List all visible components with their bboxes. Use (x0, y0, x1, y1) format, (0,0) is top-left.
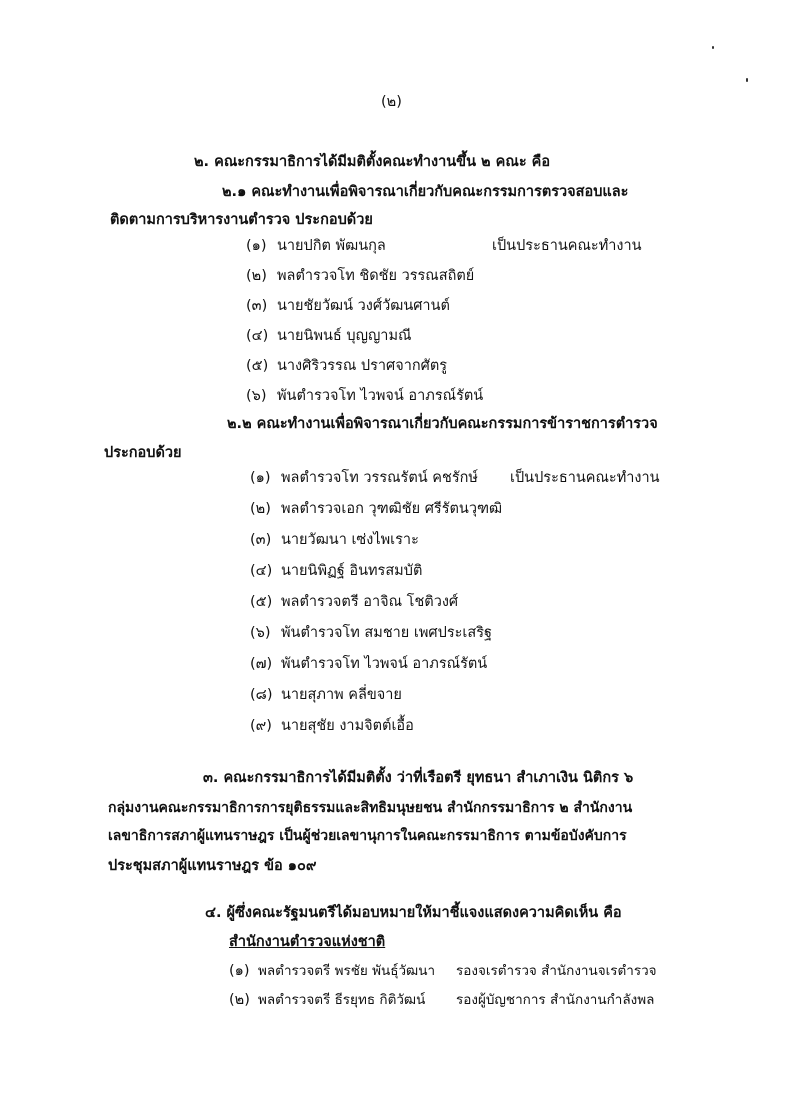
list-item-role: รองผู้บัญชาการ สำนักงานกำลังพล (456, 992, 655, 1008)
page-number: (๒) (381, 94, 402, 110)
agency-name: สำนักงานตำรวจแห่งชาติ (229, 934, 386, 950)
list-item-name: พลตำรวจตรี ธีรยุทธ กิติวัฒน์ (258, 992, 426, 1008)
list-item-name: นายวัฒนา เซ่งไพเราะ (281, 532, 419, 548)
list-item-no: (๗) (250, 656, 273, 672)
list-item-no: (๘) (250, 687, 273, 703)
subsection-2-1-title: ๒.๑ คณะทำงานเพื่อพิจารณาเกี่ยวกับคณะกรรมการตรวจสอบและ (222, 184, 629, 200)
list-item-no: (๔) (250, 563, 273, 579)
section-4-heading: ๔. ผู้ซึ่งคณะรัฐมนตรีได้มอบหมายให้มาชี้แจงแสดงความคิดเห็น คือ (205, 905, 622, 921)
list-item-no: (๖) (246, 388, 267, 404)
list-item-name: นายนิพิฏฐ์ อินทรสมบัติ (281, 563, 423, 579)
scan-speck (746, 78, 748, 82)
list-item-name: พลตำรวจโท วรรณรัตน์ คชรักษ์ (281, 470, 478, 486)
list-item-name: นายชัยวัฒน์ วงศ์วัฒนศานต์ (277, 298, 450, 314)
subsection-2-2-title-cont: ประกอบด้วย (104, 445, 182, 461)
list-item-no: (๕) (246, 358, 269, 374)
list-item-no: (๖) (250, 625, 271, 641)
list-item-role: เป็นประธานคณะทำงาน (510, 470, 660, 486)
list-item-name: นายสุภาพ คลี่ขจาย (281, 687, 402, 703)
list-item-name: นายนิพนธ์ บุญญามณี (277, 328, 412, 344)
list-item-no: (๑) (250, 470, 271, 486)
subsection-2-1-title-cont: ติดตามการบริหารงานตำรวจ ประกอบด้วย (110, 212, 373, 228)
list-item-name: พลตำรวจตรี อาจิณ โชติวงศ์ (281, 594, 459, 610)
list-item-no: (๒) (250, 501, 271, 517)
list-item-no: (๑) (229, 963, 250, 979)
list-item-name: นางศิริวรรณ ปราศจากศัตรู (277, 358, 448, 374)
section-2-heading: ๒. คณะกรรมาธิการได้มีมติตั้งคณะทำงานขึ้น ๒ คณะ คือ (194, 154, 551, 170)
section-3-line: เลขาธิการสภาผู้แทนราษฎร เป็นผู้ช่วยเลขานุการในคณะกรรมาธิการ ตามข้อบังคับการ (108, 828, 627, 844)
list-item-name: พันตำรวจโท ไวพจน์ อาภรณ์รัตน์ (277, 388, 484, 404)
list-item-name: พลตำรวจเอก วุฑฒิชัย ศรีรัตนวุฑฒิ (281, 501, 503, 517)
section-3-line: ๓. คณะกรรมาธิการได้มีมติตั้ง ว่าที่เรือตรี ยุทธนา สำเภาเงิน นิติกร ๖ (203, 770, 634, 786)
list-item-name: พลตำรวจโท ชิดชัย วรรณสถิตย์ (277, 268, 475, 284)
list-item-role: เป็นประธานคณะทำงาน (492, 238, 642, 254)
list-item-name: นายปกิต พัฒนกุล (277, 238, 386, 254)
list-item-no: (๕) (250, 594, 273, 610)
list-item-name: พลตำรวจตรี พรชัย พันธุ์วัฒนา (258, 963, 436, 979)
list-item-no: (๒) (229, 992, 250, 1008)
list-item-no: (๒) (246, 268, 267, 284)
list-item-name: นายสุชัย งามจิตต์เอื้อ (281, 718, 414, 734)
list-item-no: (๓) (246, 298, 268, 314)
scan-speck (712, 46, 714, 49)
list-item-name: พันตำรวจโท สมชาย เพศประเสริฐ (281, 625, 493, 641)
list-item-name: พันตำรวจโท ไวพจน์ อาภรณ์รัตน์ (281, 656, 488, 672)
list-item-no: (๙) (250, 718, 272, 734)
section-3-line: กลุ่มงานคณะกรรมาธิการการยุติธรรมและสิทธิมนุษยชน สำนักกรรมาธิการ ๒ สำนักงาน (108, 800, 633, 816)
subsection-2-2-title: ๒.๒ คณะทำงานเพื่อพิจารณาเกี่ยวกับคณะกรรมการข้าราชการตำรวจ (227, 416, 658, 432)
list-item-no: (๔) (246, 328, 269, 344)
list-item-no: (๓) (250, 532, 272, 548)
list-item-no: (๑) (246, 238, 267, 254)
section-3-line: ประชุมสภาผู้แทนราษฎร ข้อ ๑๐๙ (108, 858, 317, 874)
list-item-role: รองจเรตำรวจ สำนักงานจเรตำรวจ (456, 963, 657, 979)
